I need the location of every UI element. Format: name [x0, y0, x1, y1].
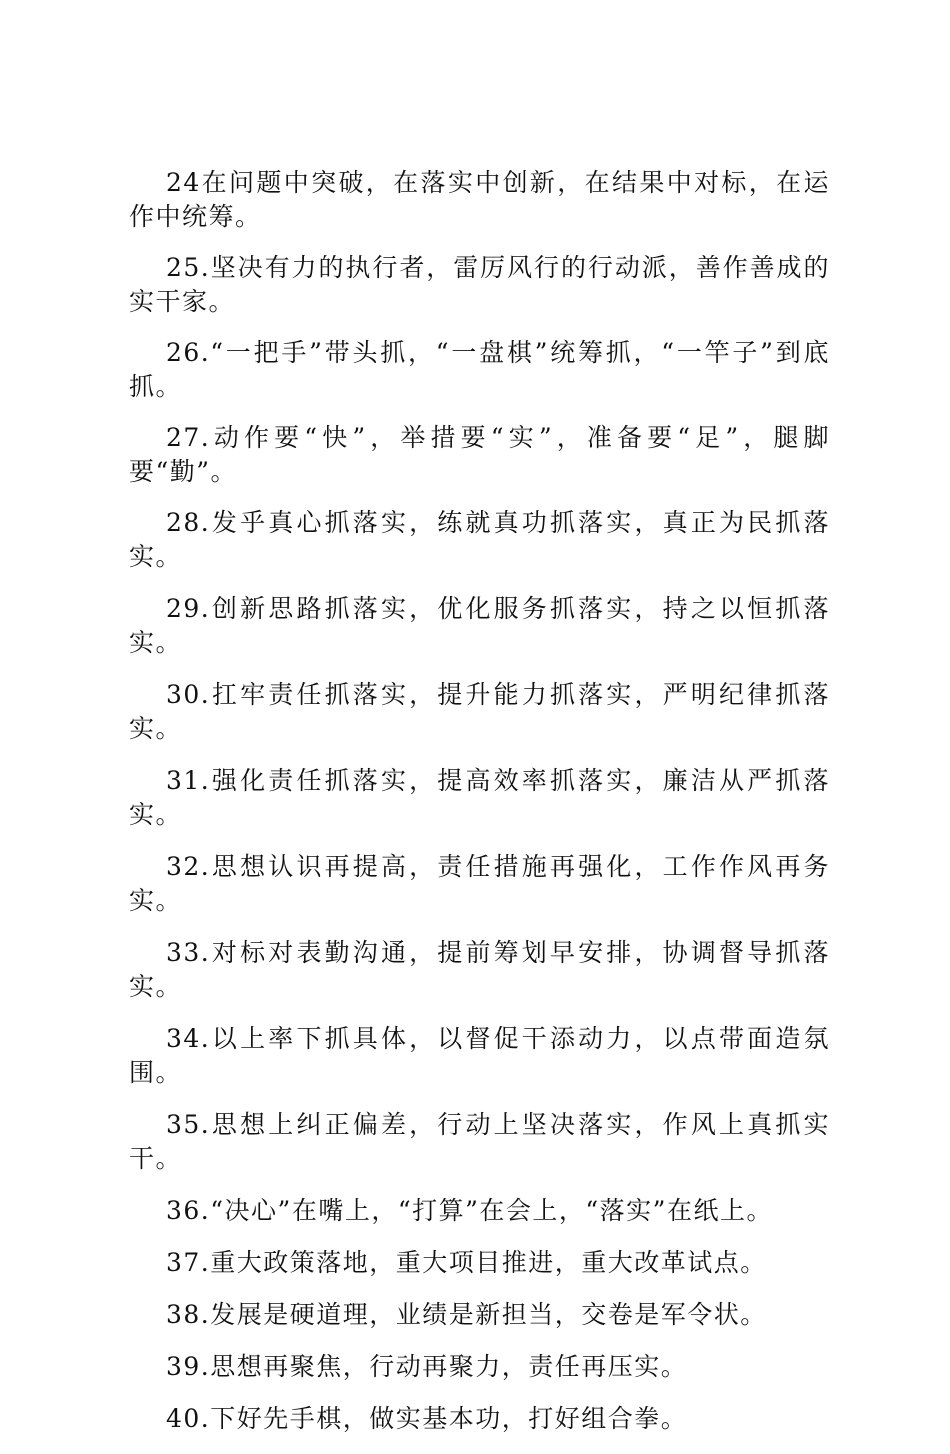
- document-body: [129, 166, 830, 1454]
- paragraph-27: 27.动作要“快”，举措要“实”，准备要“足”，腿脚要“勤”。: [129, 423, 830, 486]
- paragraph-39: 39.思想再聚焦，行动再聚力，责任再压实。: [166, 1352, 688, 1381]
- paragraph-38: 38.发展是硬道理，业绩是新担当，交卷是军令状。: [166, 1300, 767, 1329]
- paragraph-37: 37.重大政策落地，重大项目推进，重大改革试点。: [166, 1248, 767, 1277]
- paragraph-26: 26.“一把手”带头抓，“一盘棋”统筹抓，“一竿子”到底抓。: [129, 338, 830, 401]
- paragraph-40: 40.下好先手棋，做实基本功，打好组合拳。: [166, 1404, 688, 1433]
- paragraph-35: 35.思想上纠正偏差，行动上坚决落实，作风上真抓实干。: [129, 1110, 830, 1173]
- paragraph-29: 29.创新思路抓落实，优化服务抓落实，持之以恒抓落实。: [129, 594, 830, 657]
- paragraph-25: 25.坚决有力的执行者，雷厉风行的行动派，善作善成的实干家。: [129, 253, 830, 316]
- paragraph-32: 32.思想认识再提高，责任措施再强化，工作作风再务实。: [129, 852, 830, 915]
- paragraph-36: 36.“决心”在嘴上，“打算”在会上，“落实”在纸上。: [166, 1196, 773, 1225]
- paragraph-30: 30.扛牢责任抓落实，提升能力抓落实，严明纪律抓落实。: [129, 680, 830, 743]
- paragraph-28: 28.发乎真心抓落实，练就真功抓落实，真正为民抓落实。: [129, 508, 830, 571]
- paragraph-34: 34.以上率下抓具体，以督促干添动力，以点带面造氛围。: [129, 1024, 830, 1087]
- paragraph-33: 33.对标对表勤沟通，提前筹划早安排，协调督导抓落实。: [129, 938, 830, 1001]
- paragraph-24: 24在问题中突破，在落实中创新，在结果中对标，在运作中统筹。: [129, 168, 830, 231]
- paragraph-31: 31.强化责任抓落实，提高效率抓落实，廉洁从严抓落实。: [129, 766, 830, 829]
